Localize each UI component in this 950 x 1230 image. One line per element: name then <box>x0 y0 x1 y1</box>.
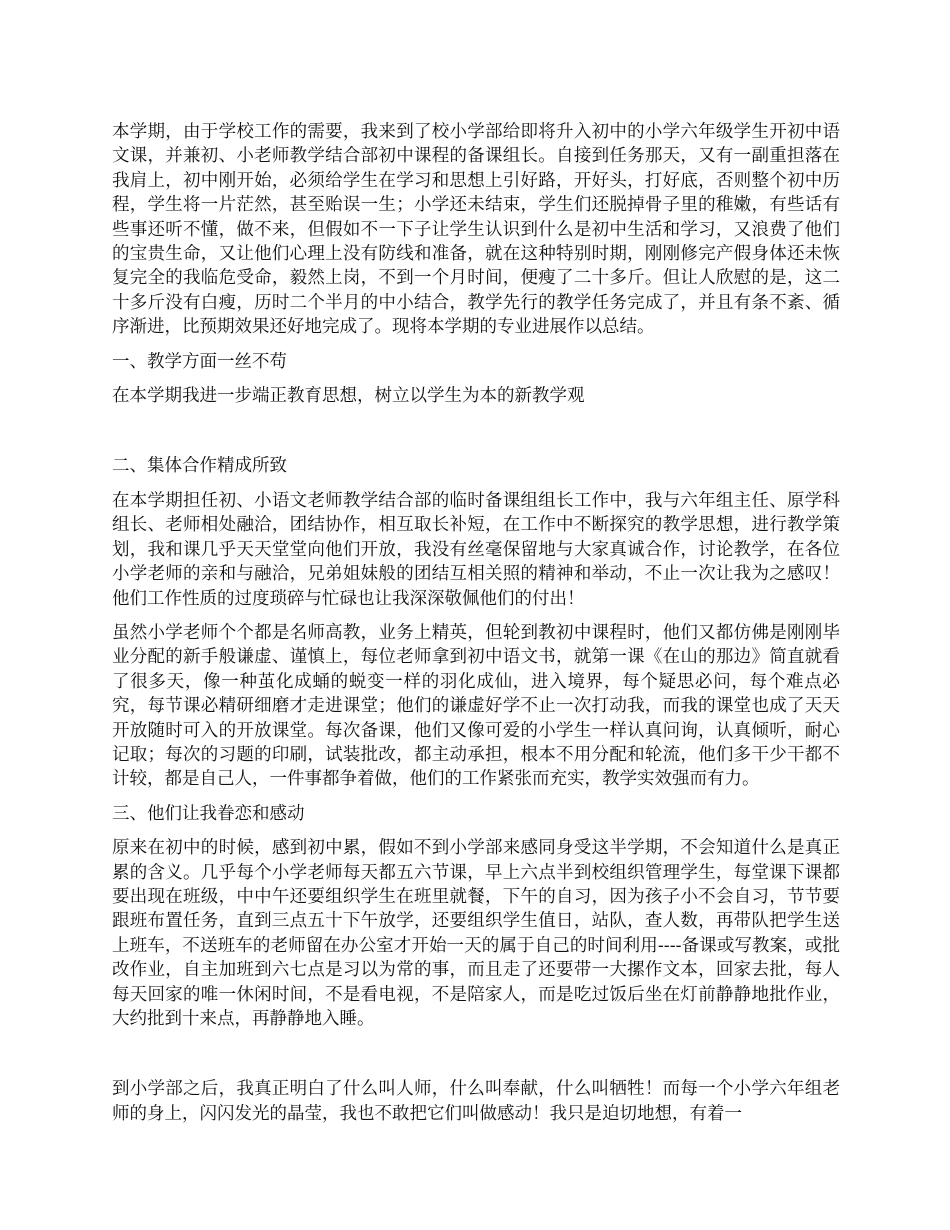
section-3-paragraph-1: 原来在初中的时候，感到初中累，假如不到小学部来感同身受这半学期，不会知道什么是真正累的含义。几乎每个小学老师每天都五六节课，早上六点半到校组织管理学生，每堂课下课都要出现在班级，中中午还要组织学生在班里就餐，下午的自习，因为孩子小不会自习，节节要跟班布置任务，直到三点五十下午放学，还要组织学生值日，站队，查人数，再带队把学生送上班车，不送班车的老师留在办公室才开始一天的属于自己的时间利用----备课或写教案，或批改作业，自主加班到六七点是习以为常的事，而且走了还要带一大摞作文本，回家去批，每人每天回家的唯一休闲时间，不是看电视，不是陪家人，而是吃过饭后坐在灯前静静地批作业，大约批到十来点，再静静地入睡。 <box>112 838 840 1029</box>
section-2-paragraph-2: 虽然小学老师个个都是名师高教，业务上精英，但轮到教初中课程时，他们又都仿佛是刚刚毕业分配的新手般谦虚、谨慎上，每位老师拿到初中语文书，就第一课《在山的那边》简直就看了很多天，像一种茧化成蛹的蜕变一样的羽化成仙，进入境界，每个疑思必问，每个难点必究，每节课必精研细磨才走进课堂；他们的谦虚好学不止一次打动我，而我的课堂也成了天天开放随时可入的开放课堂。每次备课，他们又像可爱的小学生一样认真问询，认真倾听，耐心记取；每次的习题的印刷，试装批改，都主动承担，根本不用分配和轮流，他们多干少干都不计较，都是自己人，一件事都争着做，他们的工作紧张而充实，教学实效强而有力。 <box>112 622 840 790</box>
section-2-heading: 二、集体合作精成所致 <box>112 456 287 477</box>
section-1-text: 在本学期我进一步端正教育思想，树立以学生为本的新教学观 <box>112 386 585 407</box>
section-2-paragraph-1: 在本学期担任初、小语文老师教学结合部的临时备课组组长工作中，我与六年组主任、原学科组长、老师相处融洽，团结协作，相互取长补短，在工作中不断探究的教学思想，进行教学策划，我和课几乎天天堂堂向他们开放，我没有丝毫保留地与大家真诚合作，讨论教学，在各位小学老师的亲和与融洽，兄弟姐妹般的团结互相关照的精神和举动，不止一次让我为之感叹！他们工作性质的过度琐碎与忙碌也让我深深敬佩他们的付出！ <box>112 490 840 609</box>
spacer <box>112 1041 840 1077</box>
intro-paragraph: 本学期，由于学校工作的需要，我来到了校小学部给即将升入初中的小学六年级学生开初中语文课，并兼初、小老师教学结合部初中课程的备课组长。自接到任务那天，又有一副重担落在我肩上，初中刚开始，必须给学生在学习和思想上引好路，开好头，打好底，否则整个初中历程，学生将一片茫然，甚至贻误一生；小学还未结束，学生们还脱掉骨子里的稚嫩，有些话有些事还听不懂，做不来，但假如不一下子让学生认识到什么是初中生活和学习，又浪费了他们的宝贵生命，又让他们心理上没有防线和准备，就在这种特别时期，刚刚修完产假身体还未恢复完全的我临危受命，毅然上岗，不到一个月时间，便瘦了二十多斤。但让人欣慰的是，这二十多斤没有白瘦，历时二个半月的中小结合，教学先行的教学任务完成了，并且有条不紊、循序渐进，比预期效果还好地完成了。现将本学期的专业进展作以总结。 <box>112 122 840 338</box>
section-3-paragraph-2: 到小学部之后，我真正明白了什么叫人师，什么叫奉献，什么叫牺牲！而每一个小学六年组老师的身上，闪闪发光的晶莹，我也不敢把它们叫做感动！我只是迫切地想，有着一 <box>112 1079 840 1124</box>
section-1-heading: 一、教学方面一丝不苟 <box>112 351 287 372</box>
section-3-heading: 三、他们让我眷恋和感动 <box>112 803 305 824</box>
document-body <box>112 120 840 1136</box>
spacer <box>112 418 840 454</box>
